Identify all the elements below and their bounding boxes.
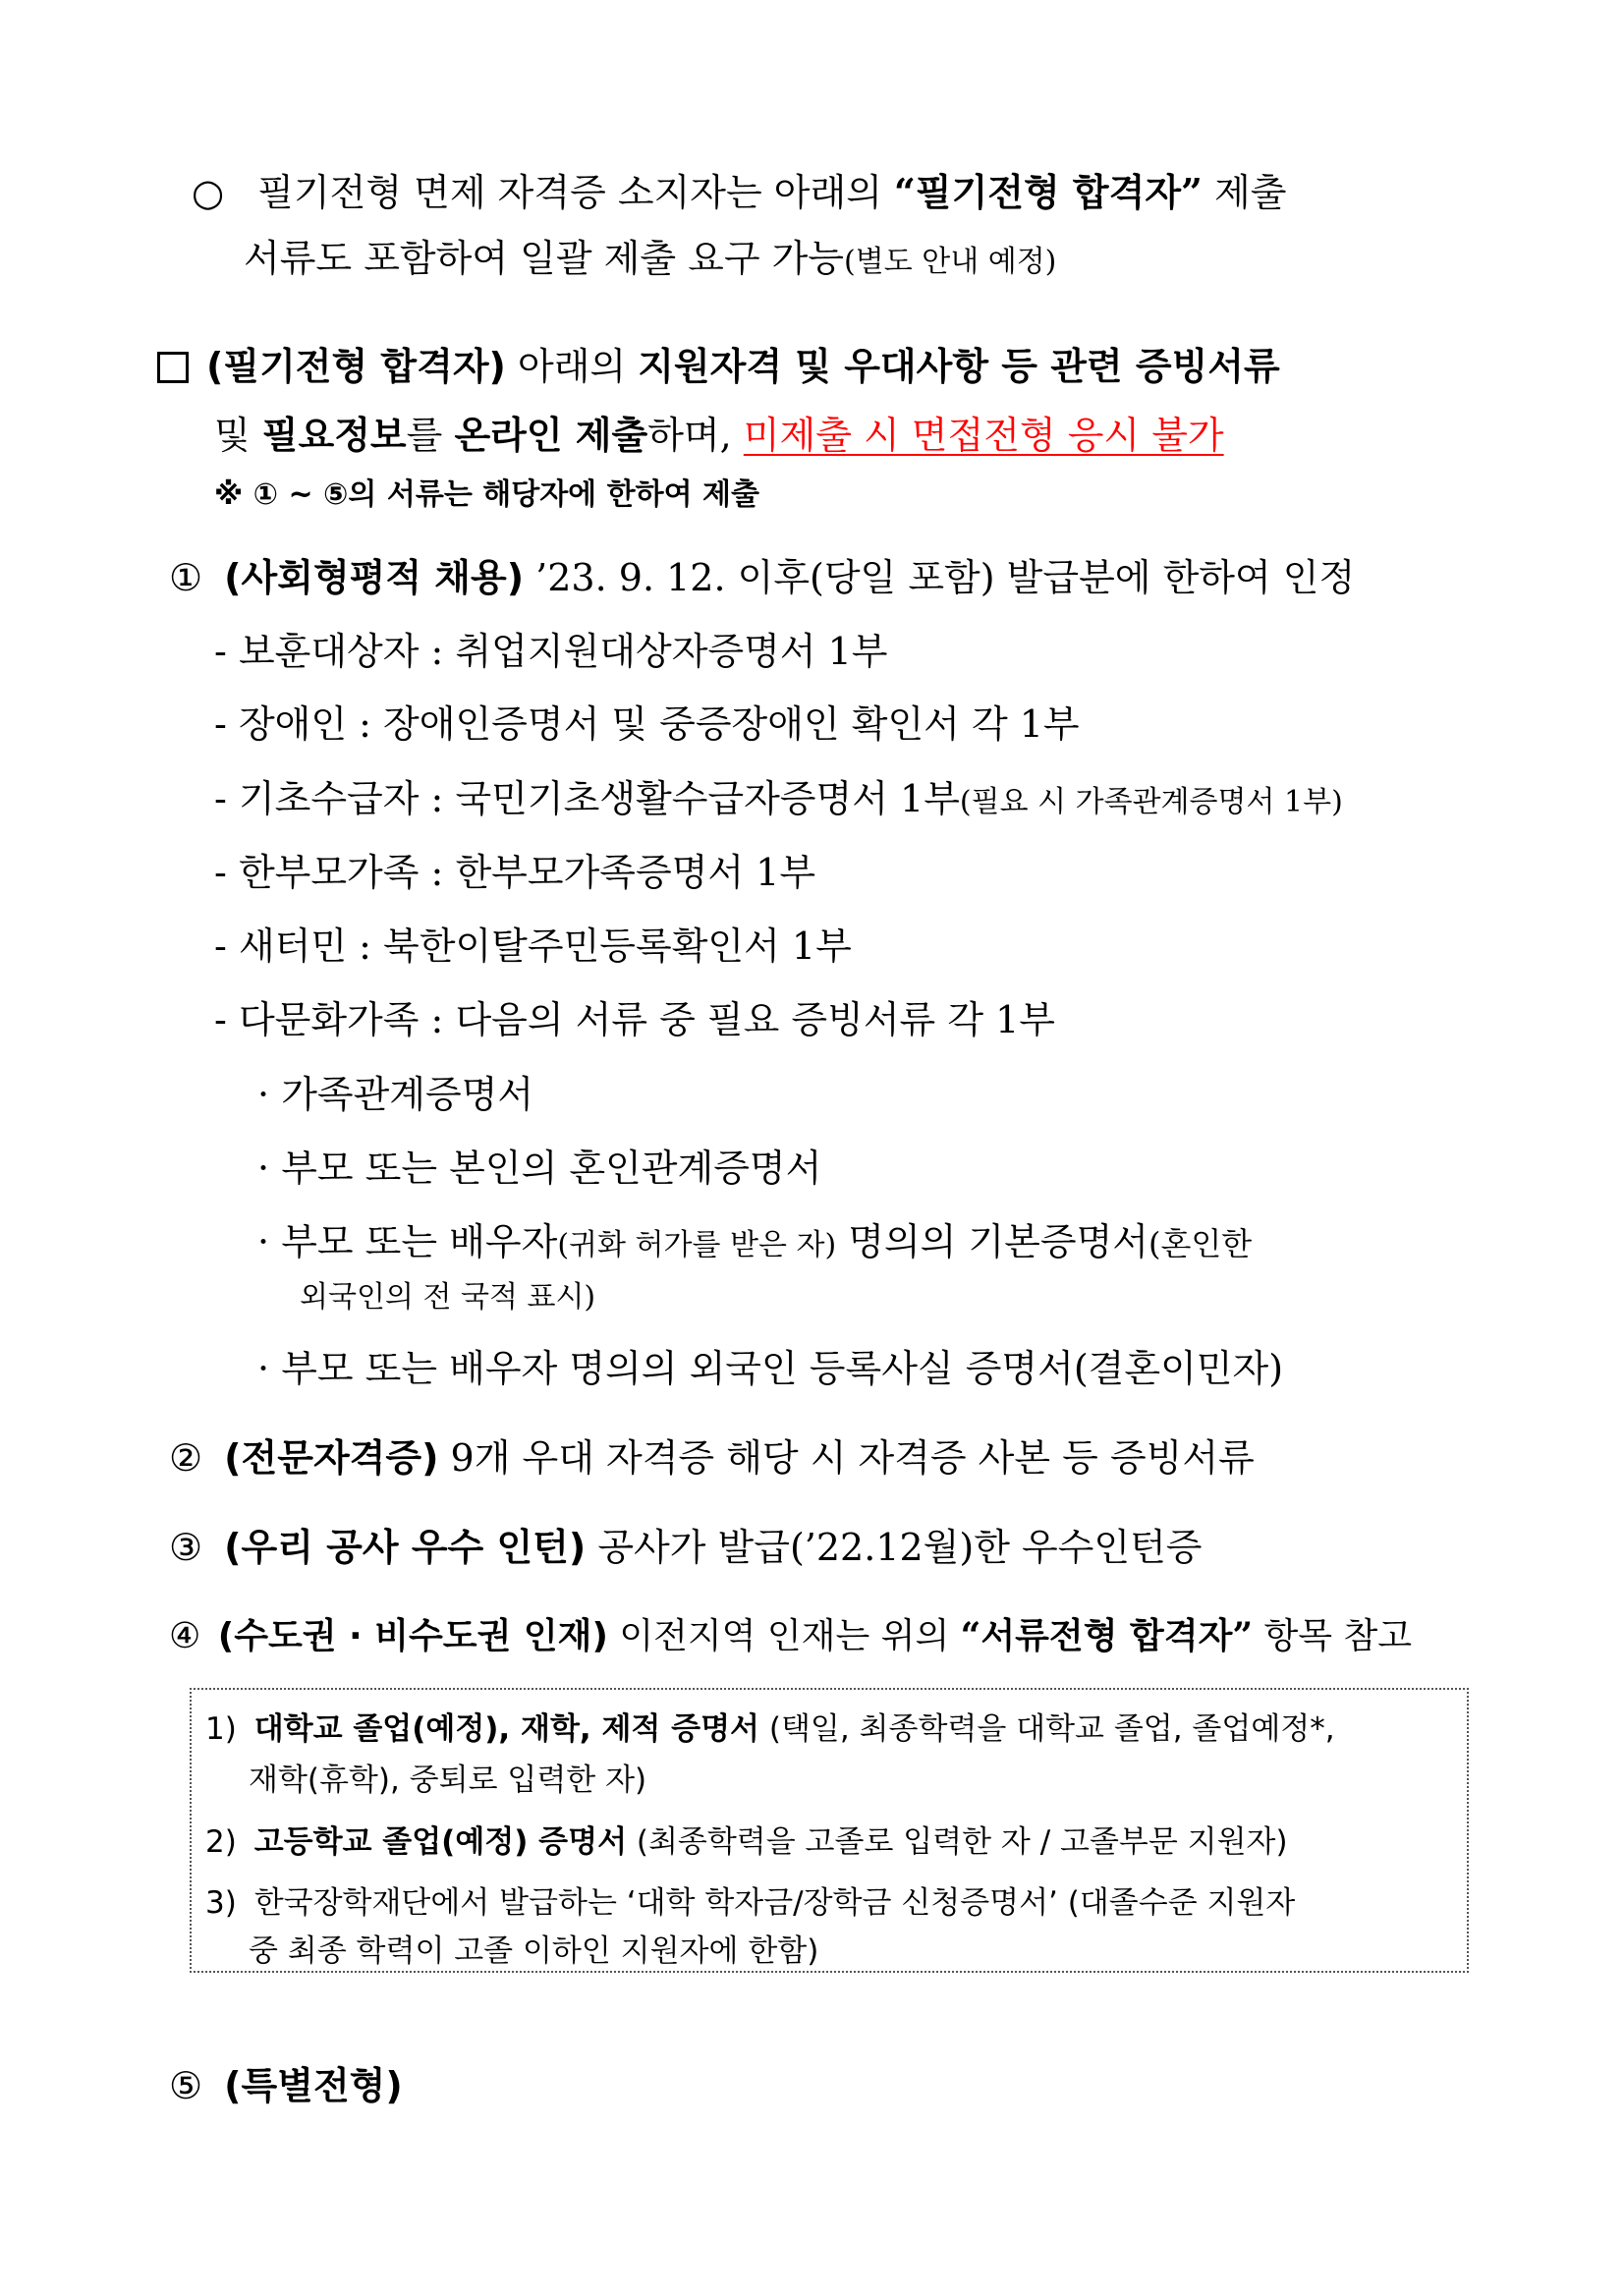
middle-dot-icon: ·	[257, 1220, 270, 1263]
item-5-heading: ⑤ (특별전형)	[169, 2064, 403, 2107]
section-heading: (필기전형 합격자) 아래의 지원자격 및 우대사항 등 관련 증빙서류	[157, 336, 1280, 390]
item-number: ②	[169, 1436, 203, 1480]
sub-bullet-item: · 부모 또는 배우자(귀화 허가를 받은 자) 명의의 기본증명서(혼인한	[257, 1220, 1253, 1263]
list-item: - 한부모가족 : 한부모가족증명서 1부	[214, 851, 816, 894]
list-item: - 다문화가족 : 다음의 서류 중 필요 증빙서류 각 1부	[214, 998, 1056, 1041]
note-continuation: 중 최종 학력이 고졸 이하인 지원자에 한함)	[249, 1933, 819, 1969]
note-item: 3) 한국장학재단에서 발급하는 ‘대학 학자금/장학금 신청증명서’ (대졸수준 지원자	[205, 1885, 1296, 1921]
circle-bullet-icon: ○	[192, 171, 225, 214]
item-3-heading: ③ (우리 공사 우수 인턴) 공사가 발급(’22.12월)한 우수인턴증	[169, 1526, 1203, 1569]
item-number: ④	[169, 1616, 201, 1656]
intro-line-2: 서류도 포함하여 일괄 제출 요구 가능(별도 안내 예정)	[244, 237, 1057, 280]
section-heading-line-2: 및 필요정보를 온라인 제출하며, 미제출 시 면접전형 응시 불가	[214, 414, 1224, 457]
list-item: - 새터민 : 북한이탈주민등록확인서 1부	[214, 924, 852, 968]
note-continuation: 재학(휴학), 중퇴로 입력한 자)	[249, 1763, 647, 1798]
middle-dot-icon: ·	[257, 1347, 270, 1390]
list-item: - 장애인 : 장애인증명서 및 중증장애인 확인서 각 1부	[214, 702, 1080, 746]
item-number: ⑤	[169, 2064, 203, 2107]
list-item: - 기초수급자 : 국민기초생활수급자증명서 1부(필요 시 가족관계증명서 1부)	[214, 777, 1343, 820]
note-item: 2) 고등학교 졸업(예정) 증명서 (최종학력을 고졸로 입력한 자 / 고졸부문 지원자)	[205, 1824, 1288, 1860]
note-item: 1) 대학교 졸업(예정), 재학, 제적 증명서 (택일, 최종학력을 대학교 졸업, 졸업예정*,	[205, 1711, 1335, 1747]
middle-dot-icon: ·	[257, 1073, 270, 1116]
section-note: ※ ① ~ ⑤의 서류는 해당자에 한하여 제출	[214, 477, 759, 512]
item-number: ③	[169, 1526, 203, 1569]
checkbox-square-icon	[157, 352, 189, 383]
sub-bullet-item: · 가족관계증명서	[257, 1073, 534, 1116]
notes-box	[190, 1688, 1469, 1973]
item-4-heading: ④ (수도권 · 비수도권 인재) 이전지역 인재는 위의 “서류전형 합격자” 항목 참고	[169, 1615, 1413, 1656]
middle-dot-icon: ·	[257, 1147, 270, 1190]
sub-bullet-item: · 부모 또는 본인의 혼인관계증명서	[257, 1147, 822, 1190]
list-item: - 보훈대상자 : 취업지원대상자증명서 1부	[214, 630, 888, 673]
intro-line-1: ○ 필기전형 면제 자격증 소지자는 아래의 “필기전형 합격자” 제출	[192, 170, 1287, 214]
sub-bullet-continuation: 외국인의 전 국적 표시)	[300, 1280, 596, 1315]
sub-bullet-item: · 부모 또는 배우자 명의의 외국인 등록사실 증명서(결혼이민자)	[257, 1347, 1284, 1390]
item-2-heading: ② (전문자격증) 9개 우대 자격증 해당 시 자격증 사본 등 증빙서류	[169, 1436, 1255, 1480]
warning-text: 미제출 시 면접전형 응시 불가	[743, 414, 1224, 457]
item-1-heading: ① (사회형평적 채용) ’23. 9. 12. 이후(당일 포함) 발급분에 한하여 인정	[169, 556, 1356, 599]
item-number: ①	[169, 556, 203, 599]
